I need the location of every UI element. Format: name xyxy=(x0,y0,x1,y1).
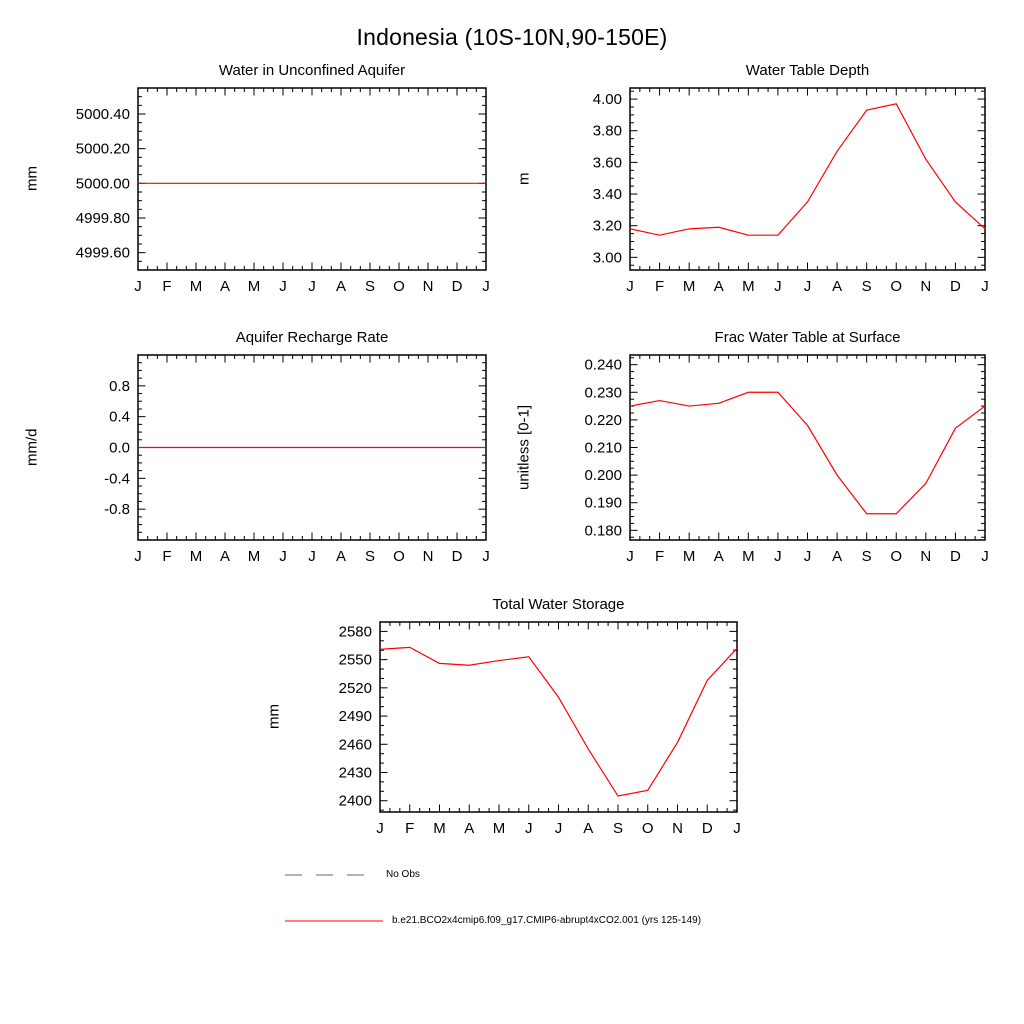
x-tick-label: D xyxy=(451,548,463,565)
x-tick-label: A xyxy=(832,278,843,295)
x-tick-label: D xyxy=(451,278,463,295)
x-tick-label: F xyxy=(162,548,172,565)
series-line xyxy=(630,392,985,513)
model-line-sample xyxy=(283,916,385,926)
total-water-storage-plot xyxy=(262,616,749,846)
tick-marks xyxy=(630,355,985,540)
y-tick-label: 0.200 xyxy=(584,467,622,485)
x-tick-label: A xyxy=(832,548,843,565)
axis-frame xyxy=(380,622,737,812)
x-tick-label: M xyxy=(247,278,261,295)
axis-frame xyxy=(630,355,985,540)
x-tick-label: A xyxy=(713,278,724,295)
y-tick-label: 0.220 xyxy=(584,411,622,429)
y-tick-label: -0.8 xyxy=(104,501,130,519)
x-tick-label: J xyxy=(525,820,533,837)
y-tick-label: 4999.80 xyxy=(75,210,130,227)
x-tick-label: O xyxy=(393,278,405,295)
chart-title: Aquifer Recharge Rate xyxy=(235,329,389,346)
x-tick-label: M xyxy=(433,820,446,837)
tick-labels xyxy=(339,623,741,837)
legend-label: b.e21.BCO2x4cmip6.f09_g17.CMIP6-abrupt4xCO2.001 (yrs 125-149) xyxy=(392,915,702,926)
y-tick-label: 0.230 xyxy=(584,384,622,402)
x-tick-label: M xyxy=(247,548,261,565)
x-tick-label: A xyxy=(583,820,594,837)
y-tick-label: 2520 xyxy=(338,679,372,697)
x-tick-label: J xyxy=(134,278,142,295)
y-tick-label: 3.60 xyxy=(592,154,622,172)
y-tick-label: 0.0 xyxy=(109,439,130,457)
y-tick-label: 3.20 xyxy=(592,217,622,235)
y-tick-label: 4999.60 xyxy=(75,244,130,262)
x-tick-label: S xyxy=(861,278,872,295)
x-tick-label: O xyxy=(393,548,405,565)
x-tick-label: A xyxy=(219,548,231,565)
x-tick-label: M xyxy=(742,278,755,295)
x-tick-label: J xyxy=(279,278,287,295)
x-tick-label: J xyxy=(554,820,563,837)
tick-labels xyxy=(584,357,988,565)
x-tick-label: J xyxy=(308,548,316,565)
x-tick-label: J xyxy=(626,278,634,295)
axis-frame xyxy=(630,88,985,270)
y-tick-label: 3.00 xyxy=(592,249,622,267)
x-tick-label: J xyxy=(279,548,287,565)
y-tick-label: -0.4 xyxy=(104,470,130,488)
y-tick-label: 0.190 xyxy=(584,494,622,512)
y-tick-label: 2550 xyxy=(338,651,372,669)
x-tick-label: N xyxy=(920,278,932,295)
chart-title: Water Table Depth xyxy=(745,62,870,79)
x-tick-label: J xyxy=(482,278,490,295)
tick-marks xyxy=(380,622,737,812)
y-tick-label: 2430 xyxy=(338,764,372,782)
x-tick-label: F xyxy=(162,278,172,295)
x-tick-label: N xyxy=(422,278,434,295)
chart-title: Total Water Storage xyxy=(492,596,625,613)
y-tick-label: 3.40 xyxy=(592,186,622,204)
x-tick-label: M xyxy=(189,548,203,565)
y-tick-label: 0.240 xyxy=(584,356,622,374)
x-tick-label: J xyxy=(733,820,741,837)
x-tick-label: A xyxy=(464,820,475,837)
x-tick-label: S xyxy=(364,548,376,565)
x-tick-label: D xyxy=(701,820,713,837)
series-line xyxy=(380,647,737,796)
y-tick-label: 5000.40 xyxy=(75,106,130,123)
figure-title: Indonesia (10S-10N,90-150E) xyxy=(356,24,668,50)
y-tick-label: 5000.20 xyxy=(75,140,130,158)
y-axis-label: mm xyxy=(265,704,283,730)
x-tick-label: J xyxy=(803,278,812,295)
x-tick-label: J xyxy=(376,820,384,837)
x-tick-label: O xyxy=(890,278,903,295)
y-axis-label: m xyxy=(515,172,533,186)
x-tick-label: S xyxy=(364,278,376,295)
x-tick-label: J xyxy=(774,278,782,295)
y-axis-label: mm/d xyxy=(23,428,41,467)
y-tick-label: 2460 xyxy=(338,736,372,754)
x-tick-label: J xyxy=(803,548,812,565)
tick-marks xyxy=(630,88,985,270)
x-tick-label: N xyxy=(422,548,434,565)
water-in-unconfined-aquifer-plot xyxy=(20,82,498,304)
x-tick-label: O xyxy=(890,548,903,565)
x-tick-label: S xyxy=(612,820,624,837)
chart-title: Water in Unconfined Aquifer xyxy=(218,62,406,79)
y-tick-label: 2580 xyxy=(338,623,372,641)
y-tick-label: 3.80 xyxy=(592,122,622,140)
y-tick-label: 2400 xyxy=(338,792,372,810)
x-tick-label: A xyxy=(219,278,231,295)
legend-entry-no-obs xyxy=(283,869,420,880)
y-tick-label: 2490 xyxy=(338,708,372,726)
aquifer-recharge-rate-plot xyxy=(20,349,498,574)
tick-marks xyxy=(138,88,486,270)
y-tick-label: 0.4 xyxy=(109,408,130,426)
x-tick-label: M xyxy=(742,548,755,565)
chart-title: Frac Water Table at Surface xyxy=(714,329,901,346)
x-tick-label: A xyxy=(335,548,347,565)
x-tick-label: N xyxy=(920,548,932,565)
y-axis-label: unitless [0-1] xyxy=(515,404,533,491)
x-tick-label: F xyxy=(405,820,415,837)
x-tick-label: M xyxy=(682,278,696,295)
y-tick-label: 0.210 xyxy=(584,439,622,457)
y-tick-label: 5000.00 xyxy=(75,175,130,193)
tick-labels xyxy=(593,91,989,295)
x-tick-label: J xyxy=(308,278,316,295)
x-tick-label: J xyxy=(981,548,989,565)
x-tick-label: O xyxy=(641,820,654,837)
x-tick-label: M xyxy=(492,820,506,837)
x-tick-label: A xyxy=(335,278,347,295)
y-tick-label: 0.8 xyxy=(109,377,130,395)
x-tick-label: D xyxy=(949,548,961,565)
x-tick-label: A xyxy=(713,548,724,565)
x-tick-label: D xyxy=(949,278,961,295)
no-obs-line-sample xyxy=(283,870,379,880)
x-tick-label: M xyxy=(682,548,696,565)
water-table-depth-plot xyxy=(512,82,997,304)
x-tick-label: S xyxy=(861,548,872,565)
series-line xyxy=(630,104,985,235)
x-tick-label: J xyxy=(981,278,989,295)
x-tick-label: J xyxy=(482,548,490,565)
x-tick-label: F xyxy=(654,548,665,565)
y-tick-label: 0.180 xyxy=(584,522,622,540)
x-tick-label: M xyxy=(189,278,203,295)
legend-entry-model-run xyxy=(283,915,701,926)
x-tick-label: N xyxy=(672,820,683,837)
legend-label: No Obs xyxy=(386,869,420,880)
x-tick-label: J xyxy=(626,548,634,565)
y-axis-label: mm xyxy=(23,166,41,192)
axis-frame xyxy=(138,88,486,270)
y-tick-label: 4.00 xyxy=(592,91,622,109)
tick-labels xyxy=(104,378,490,565)
frac-water-table-at-surface-plot xyxy=(512,349,997,574)
x-tick-label: J xyxy=(134,548,142,565)
x-tick-label: J xyxy=(774,548,782,565)
x-tick-label: F xyxy=(654,278,665,295)
